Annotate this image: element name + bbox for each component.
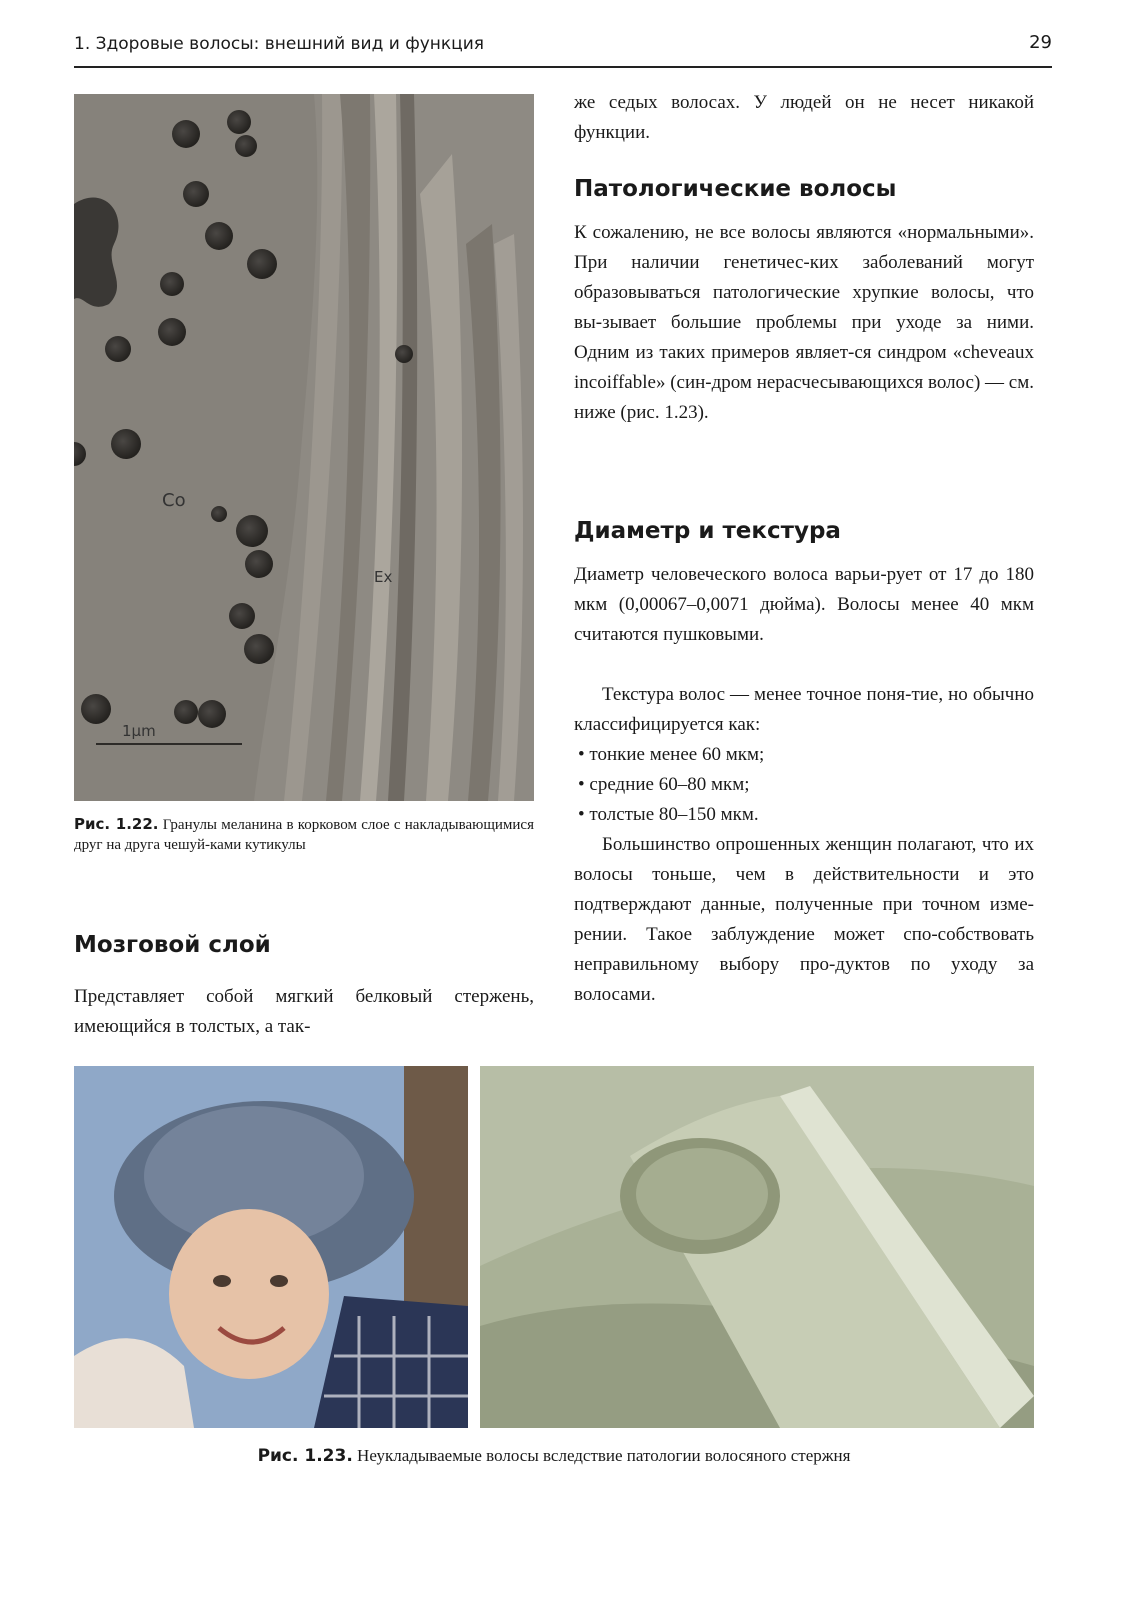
- figure-1-23-child-photo: [74, 1066, 468, 1428]
- medulla-paragraph: Представляет собой мягкий белковый стержень, имеющийся в толстых, а так-: [74, 986, 534, 1037]
- list-item: • средние 60–80 мкм;: [578, 770, 1034, 800]
- caption-text: Неукладываемые волосы вследствие патологии волосяного стержня: [352, 1446, 851, 1465]
- exocuticle-label: Ex: [374, 568, 393, 586]
- texture-list: [578, 740, 1034, 830]
- diameter-heading: Диаметр и текстура: [574, 518, 841, 544]
- child-photo-image: [74, 1066, 468, 1428]
- caption-label: Рис. 1.23.: [257, 1446, 353, 1466]
- figure-1-23-caption: [74, 1446, 1034, 1466]
- chapter-title: 1. Здоровые волосы: внешний вид и функция: [74, 34, 485, 54]
- pathologic-paragraph: К сожалению, не все волосы являются «нормальными». При наличии генетичес-ких заболеваний могут образовываться патологические хрупкие волосы, что вы-зывает большие проблемы при уходе за ними. Одним из таких примеров являет-ся синдром «cheveaux incoiffable» (син-дром нерасчесывающихся волос) — см. ниже (рис. 1.23).: [574, 222, 1034, 423]
- texture-paragraph: Текстура волос — менее точное поня-тие, но обычно классифицируется как:: [574, 684, 1034, 735]
- cortex-label: Co: [162, 490, 186, 511]
- running-header: [74, 30, 1052, 68]
- figure-1-22-caption: [74, 814, 534, 855]
- figure-1-22-micrograph: [74, 94, 534, 801]
- micrograph-image: [74, 94, 534, 801]
- sem-photo-image: [480, 1066, 1034, 1428]
- list-item: • тонкие менее 60 мкм;: [578, 740, 1034, 770]
- page-number: 29: [1029, 32, 1052, 53]
- caption-text: Гранулы меланина в корковом слое с накладывающимися друг на друга чешуй-ками кутикулы: [74, 817, 534, 853]
- medulla-heading: Мозговой слой: [74, 932, 271, 958]
- scale-label: 1μm: [122, 722, 156, 740]
- diameter-paragraph: Диаметр человеческого волоса варьи-рует от 17 до 180 мкм (0,00067–0,0071 дюйма). Волосы менее 40 мкм считаются пушковыми.: [574, 564, 1034, 645]
- continuation-paragraph: же седых волосах. У людей он не несет никакой функции.: [574, 92, 1034, 143]
- list-item: • толстые 80–150 мкм.: [578, 800, 1034, 830]
- caption-label: Рис. 1.22.: [74, 815, 159, 833]
- figure-1-23-sem-photo: [480, 1066, 1034, 1428]
- final-paragraph: Большинство опрошенных женщин полагают, что их волосы тоньше, чем в действительности и это подтверждают данные, полученные при точном изме-рении. Такое заблуждение может спо-собствовать неправильному выбору про-дуктов по уходу за волосами.: [574, 834, 1034, 1005]
- pathologic-heading: Патологические волосы: [574, 176, 897, 202]
